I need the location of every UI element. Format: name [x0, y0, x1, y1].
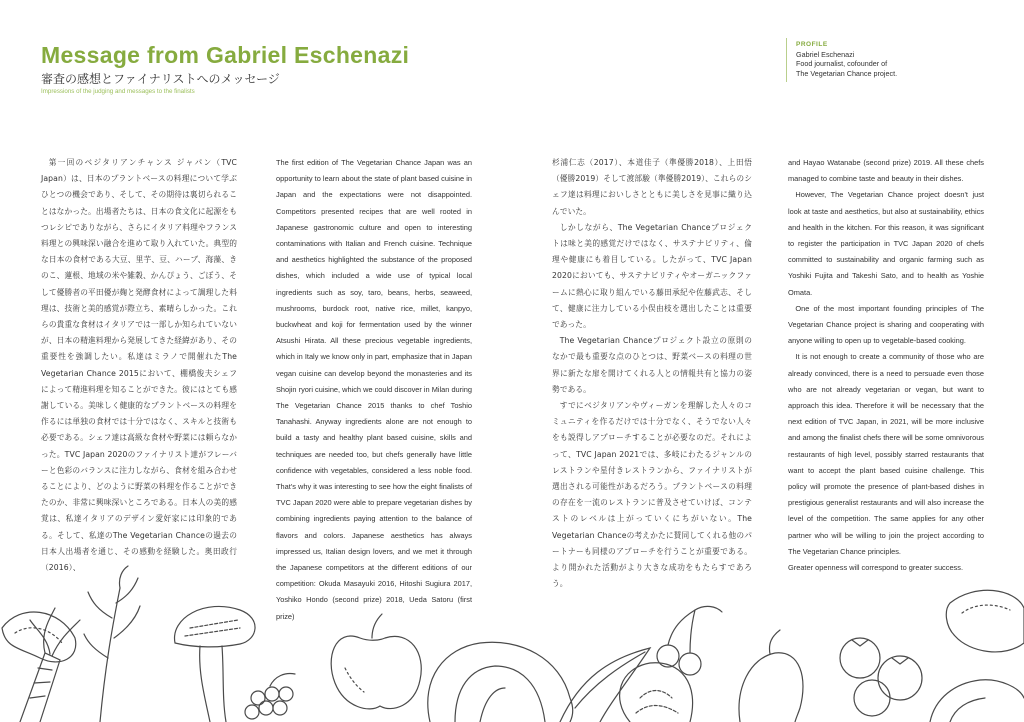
zucchini-drawing — [2, 612, 76, 662]
leaf-drawing — [560, 648, 650, 722]
japanese-column-left — [41, 155, 237, 576]
paragraph: 第一回のベジタリアンチャンス ジャパン（TVC Japan）は、日本のプラントベースの料理について学ぶひとつの機会であり、そして、その期待は裏切られることはなかった。出場者たちは、日本の食文化に起源をもつレシピでありながら、さらにイタリア料理やフランス料理との興味深い融合を進めて取り入れていた。典型的な日本の食材である大豆、里芋、豆、ハーブ、海藻、きのこ、蓮根、地域の米や雑穀、かんぴょう、ごぼう、そして優勝者の平田優が麹と発酵食材によって調理した料理は、技術と美的感覚が際立ち、素晴らしかった。これらの貴重な食材はイタリアでは一部しか知られていないが、日本の精進料理から発展してきた経緯があり、その重要性を強調したい。私達はミラノで開催れたThe Vegetarian Chance 2015において、棚橋俊夫シェフによって精進料理を知ることができた。彼にはとても感謝している。美味しく健康的なプラントベースの料理を作るには単独の食材では十分ではなく、スキルと技術も必要である。シェフ達は高級な食材や野菜には頼らなかった。TVC Japan 2020のファイナリスト達がフレーバーと色彩のバランスに注力しながら、食材を組み合わせることにより、どのように野菜の料理を作ることができたのか、非常に興味深いところである。日本人の美的感覚は、私達イタリアのデザイン愛好家には印象的である。そして、私達のThe Vegetarian Chanceの過去の日本人出場者を通じ、その感動を経験した。奥田政行（2016）、 — [41, 158, 237, 573]
paragraph: The Vegetarian Chanceプロジェクト設立の原則のなかで最も重要な点のひとつは、野菜ベースの料理の世界に新たな扉を開けてくれる人との情報共有と協力の姿勢である。 — [552, 336, 752, 394]
english-column-right — [788, 155, 984, 576]
lemon-drawing — [946, 590, 1024, 652]
paragraph: すでにベジタリアンやヴィーガンを理解した人々のコミュニティを作るだけでは十分でなく、そうでない人々をも説得しアプローチすることが必要なのだ。それによって、TVC Japan 2021では、多岐にわたるジャンルのレストランや星付きレストランから、ファイナリストが選出される可能性があるだろう。プラントベースの料理の存在を一流のレストランに普及させていけば、コンテストのレベルは上がっていくにちがいない。The Vegetarian Chanceの考えかたに賛同してくれる他のパートナーも同様のアプローチを行うことが重要である。より開かれた活動がより大きな成功をもたらすであろう。 — [552, 401, 752, 589]
carrot-drawing — [20, 608, 80, 722]
mushroom-drawing — [175, 606, 256, 722]
profile-project: The Vegetarian Chance project. — [796, 68, 898, 78]
paragraph: It is not enough to create a community of those who are already convinced, there is a need to persuade even those who are not already vegetarian or vegan, but want to approach this idea. Therefore it will be necessary that the next edition of TVC Japan, in 2021, will be more inclusive and among the finalist chefs there will be some omnivorous restaurants of high level, possibly starred restaurants that want to accept the plant based cuisine challenge. This policy will promote the presence of plant-based dishes in prestigious generalist restaurants and will also increase the level of the competition. The same applies for any other partner who will be willing to join the project according to The Vegetarian Chance principles. — [788, 352, 984, 556]
japanese-column-right — [552, 155, 752, 592]
paragraph: One of the most important founding principles of The Vegetarian Chance project is sharing and cooperating with anyone willing to open up to vegetable-based cooking. — [788, 303, 984, 346]
paragraph: The first edition of The Vegetarian Chance Japan was an opportunity to learn about the state of plant based cuisine in Japan and the expectations were not disappointed. Competitors presented recipes that are well rooted in Japanese gastronomic culture and open to interesting contaminations with Italian and French cuisine. Technique and aesthetics highlighted the substance of the proposed dishes, which included a wide use of typical local ingredients such as soy, taro, beans, herbs, seaweed, mushrooms, burdock root, native rice, millet, kanpyo, buckwheat and koji for fermentation used by the winner Atsushi Hirata. All these precious vegetable ingredients, which in Italy we know only in part, emphasize that in Japan vegan cuisine can develop beyond the monasteries and its Shojin ryori cuisine, which we could discover in Milan during The Vegetarian Chance 2015 thanks to chef Toshio Tanahashi. Anyway ingredients alone are not enough to build a tasty and healthy plant based cuisine, skills and techniques are needed too, but chefs generally have little confidence with vegetables, considered a less noble food. That's why it was interesting to see how the eight finalists of TVC Japan 2020 were able to prepare vegetarian dishes by combining ingredients paying attention to the balance of flavors and colors. Japanese aesthetics has always impressed us, Italian design lovers, and we met it through the Japanese competitors at the different editions of our competition: Okuda Masayuki 2016, Hitoshi Sugiura 2017, Yoshiko Hondo (second prize) 2018, Ueda Satoru (first prize) — [276, 158, 472, 621]
grapes-drawing — [245, 674, 295, 720]
eggplant-drawing — [739, 630, 803, 722]
apple-drawing — [331, 614, 421, 709]
paragraph: しかしながら、The Vegetarian Chanceプロジェクトは味と美的感覚だけではなく、サステナビリティ、倫理や健康にも着目している。したがって、TVC Japan 2020においても、サステナビリティやオーガニックファームに熱心に取り組んでいる藤田承紀や佐藤武志、そして、健康に注力している小俣由枝を選出したことは重要であった。 — [552, 222, 752, 330]
paragraph: Greater openness will correspond to greater success. — [788, 563, 963, 573]
tomatoes-drawing — [840, 638, 922, 716]
profile-divider — [786, 38, 787, 82]
japanese-subtitle: 審査の感想とファイナリストへのメッセージ — [41, 72, 280, 86]
profile-name: Gabriel Eschenazi — [796, 49, 855, 59]
herb-drawing — [84, 566, 140, 722]
paragraph: 杉浦仁志（2017）、本道佳子（準優勝2018）、上田悟（優勝2019）そして渡部駿（準優勝2019）、これらのシェフ達は料理においしさとともに美しさを見事に織り込んでいた。 — [552, 158, 752, 216]
page-title: Message from Gabriel Eschenazi — [41, 42, 410, 68]
english-subtitle: Impressions of the judging and messages to the finalists — [41, 88, 195, 95]
vegetable-illustration — [0, 548, 1024, 722]
paragraph: However, The Vegetarian Chance project doesn't just look at taste and aesthetics, but also at sustainability, ethics and health in the kitchen. For this reason, it was significant to register the participation in TVC Japan 2020 of chefs committed to sustainability and organic farming such as Yoshiki Fujita and Takeshi Sato, and to health as Yoshie Omata. — [788, 190, 984, 297]
greens-drawing — [930, 680, 1024, 722]
profile-role: Food journalist, cofounder of — [796, 59, 888, 69]
profile-box — [796, 40, 946, 78]
profile-label: PROFILE — [796, 41, 828, 48]
paragraph: and Hayao Watanabe (second prize) 2019. All these chefs managed to combine taste and beauty in their dishes. — [788, 158, 984, 184]
cabbage-drawing — [428, 642, 573, 722]
